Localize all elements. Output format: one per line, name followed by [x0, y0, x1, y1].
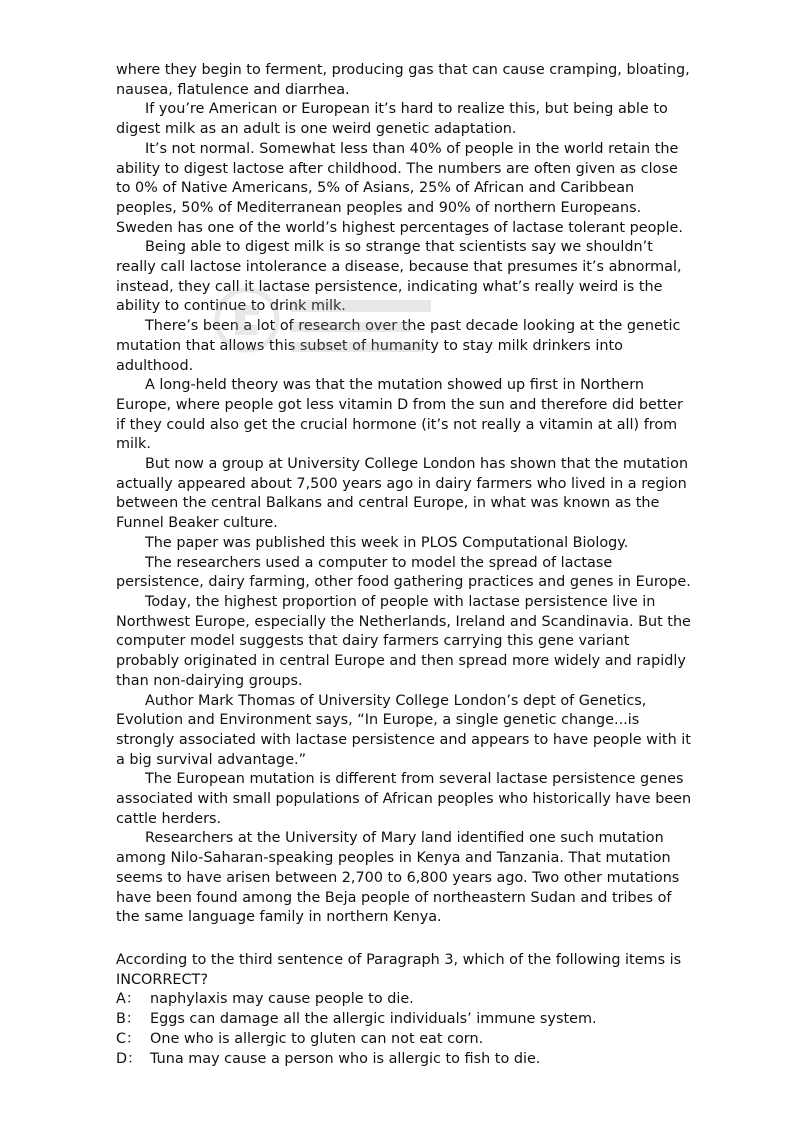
answer-option-d[interactable] — [116, 1050, 696, 1070]
article-paragraph: Author Mark Thomas of University College London’s dept of Genetics, Evolution and Environment says, “In Europe, a single genetic change...is strongly associated with lactase persistence and appears to have people with it a big survival advantage.” — [116, 692, 691, 768]
article-paragraph: The paper was published this week in PLOS Computational Biology. — [145, 534, 629, 551]
article-paragraph: A long-held theory was that the mutation showed up first in Northern Europe, where people got less vitamin D from the sun and therefore did better if they could also get the crucial hormone (it’s not really a vitamin at all) from milk. — [116, 377, 683, 453]
option-letter: B： — [116, 1011, 141, 1028]
option-text: One who is allergic to gluten can not eat corn. — [150, 1030, 484, 1047]
article-paragraph: where they begin to ferment, producing gas that can cause cramping, bloating, nausea, flatulence and diarrhea. — [116, 62, 690, 98]
article-paragraph: But now a group at University College London has shown that the mutation actually appeared about 7,500 years ago in dairy farmers who lived in a region between the central Balkans and central Europe, in what was known as the Funnel Beaker culture. — [116, 456, 689, 532]
answer-option-b[interactable] — [116, 1010, 696, 1030]
option-text: Eggs can damage all the allergic individuals’ immune system. — [150, 1011, 597, 1028]
article-paragraph: If you’re American or European it’s hard to realize this, but being able to digest milk as an adult is one weird genetic adaptation. — [116, 101, 668, 138]
option-letter: D： — [116, 1050, 142, 1067]
question-text: According to the third sentence of Paragraph 3, which of the following items is INCORRECT? — [116, 952, 682, 988]
option-letter: A： — [116, 991, 141, 1008]
article-paragraph: The researchers used a computer to model the spread of lactase persistence, dairy farming, other food gathering practices and genes in Europe. — [116, 554, 691, 591]
option-text: Tuna may cause a person who is allergic to fish to die. — [150, 1050, 541, 1067]
article-paragraph: Researchers at the University of Mary land identified one such mutation among Nilo-Saharan-speaking peoples in Kenya and Tanzania. That mutation seems to have arisen between 2,700 to 6,800 years ago. Two other mutations have been found among the Beja people of northeastern Sudan and tribes of the same language family in northern Kenya. — [116, 830, 680, 926]
article-paragraph: It’s not normal. Somewhat less than 40% of people in the world retain the ability to digest lactose after childhood. The numbers are often given as close to 0% of Native Americans, 5% of Asians, 25% of African and Caribbean peoples, 50% of Mediterranean peoples and 90% of northern Europeans. Sweden has one of the world’s highest percentages of lactase tolerant people. — [116, 140, 683, 236]
article-paragraph: The European mutation is different from several lactase persistence genes associated with small populations of African peoples who historically have been cattle herders. — [116, 771, 692, 827]
article-body — [116, 61, 696, 928]
question-block — [116, 951, 696, 1069]
answer-option-a[interactable] — [116, 990, 696, 1010]
article-paragraph: There’s been a lot of research over the past decade looking at the genetic mutation that allows this subset of humanity to stay milk drinkers into adulthood. — [116, 318, 681, 374]
article-paragraph: Being able to digest milk is so strange that scientists say we shouldn’t really call lactose intolerance a disease, because that presumes it’s abnormal, instead, they call it lactase persistence, indicating what’s really weird is the ability to continue to drink milk. — [116, 239, 682, 315]
option-letter: C： — [116, 1030, 141, 1047]
article-paragraph: Today, the highest proportion of people with lactase persistence live in Northwest Europe, especially the Netherlands, Ireland and Scandinavia. But the computer model suggests that dairy farmers carrying this gene variant probably originated in central Europe and then spread more widely and rapidly than non-dairying groups. — [116, 593, 691, 689]
option-text: naphylaxis may cause people to die. — [150, 991, 414, 1008]
answer-option-c[interactable] — [116, 1030, 696, 1050]
